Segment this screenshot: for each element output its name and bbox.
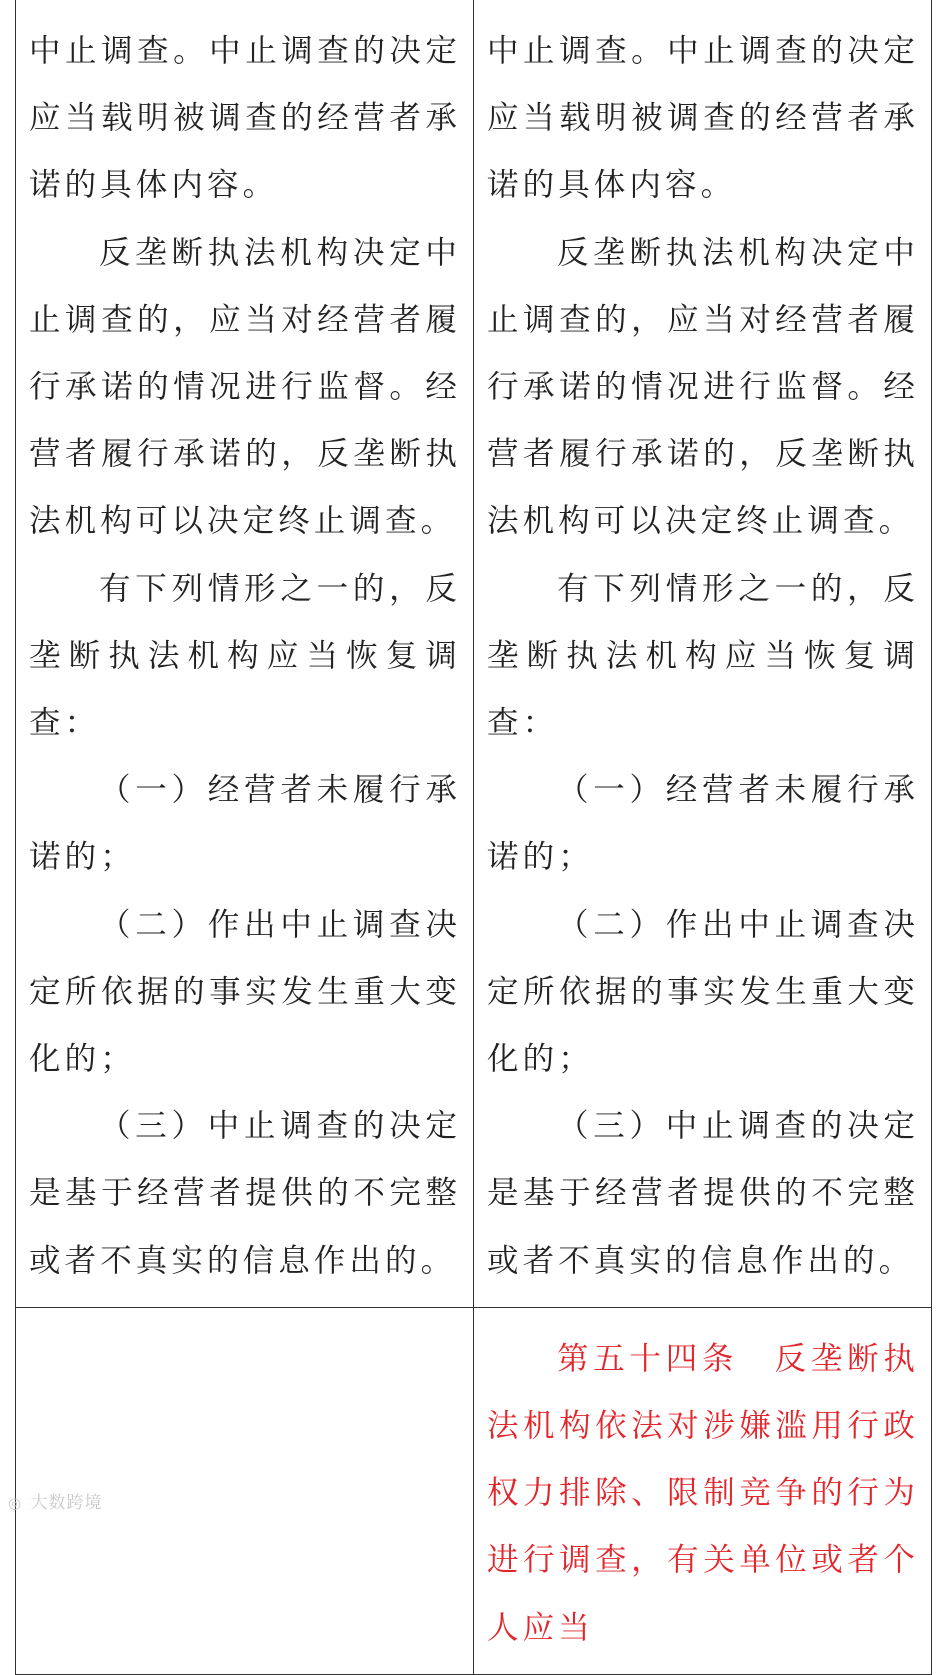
paragraph: 中止调查。中止调查的决定应当载明被调查的经营者承诺的具体内容。: [29, 33, 461, 204]
list-item: （三）中止调查的决定是基于经营者提供的不完整或者不真实的信息作出的。: [487, 1108, 919, 1279]
table-row: [16, 0, 932, 1307]
list-item: （二）作出中止调查决定所依据的事实发生重大变化的；: [487, 906, 919, 1078]
left-cell-original-text: [16, 0, 474, 1307]
paragraph: 有下列情形之一的，反垄断执法机构应当恢复调查：: [29, 570, 461, 742]
table-row: [16, 1307, 932, 1674]
list-item: （一）经营者未履行承诺的；: [487, 772, 919, 876]
comparison-table: [15, 0, 932, 1675]
paragraph: 反垄断执法机构决定中止调查的，应当对经营者履行承诺的情况进行监督。经营者履行承诺的，反垄断执法机构可以决定终止调查。: [29, 234, 461, 540]
right-cell-revised-text: [474, 0, 932, 1307]
paragraph: 反垄断执法机构决定中止调查的，应当对经营者履行承诺的情况进行监督。经营者履行承诺的，反垄断执法机构可以决定终止调查。: [487, 234, 919, 540]
list-item: （三）中止调查的决定是基于经营者提供的不完整或者不真实的信息作出的。: [29, 1108, 461, 1279]
paragraph: 中止调查。中止调查的决定应当载明被调查的经营者承诺的具体内容。: [487, 33, 919, 204]
weibo-icon: ◎: [8, 1494, 23, 1512]
paragraph: 有下列情形之一的，反垄断执法机构应当恢复调查：: [487, 570, 919, 742]
list-item: （一）经营者未履行承诺的；: [29, 772, 461, 876]
watermark: [8, 1488, 103, 1513]
watermark-text: 大数跨境: [30, 1493, 103, 1513]
list-item: （二）作出中止调查决定所依据的事实发生重大变化的；: [29, 906, 461, 1078]
new-article-text: 第五十四条 反垄断执法机构依法对涉嫌滥用行政权力排除、限制竞争的行为进行调查，有关单位或者个人应当: [487, 1340, 919, 1646]
right-cell-new-article: [474, 1307, 932, 1674]
